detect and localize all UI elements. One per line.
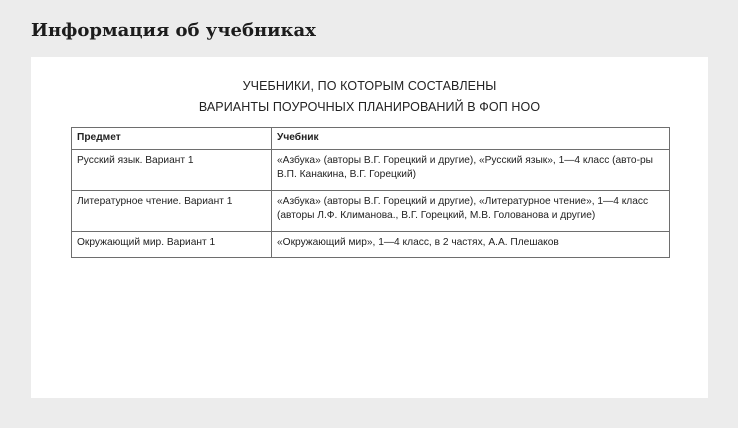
table-row xyxy=(72,150,670,191)
table-row xyxy=(72,191,670,232)
page-title: Информация об учебниках xyxy=(31,20,316,41)
table-header-row xyxy=(72,128,670,150)
textbook-cell: «Окружающий мир», 1—4 класс, в 2 частях, А.А. Плешаков xyxy=(272,232,670,258)
textbook-cell: «Азбука» (авторы В.Г. Горецкий и другие), «Литературное чтение», 1—4 класс (авторы Л.Ф. Климанова., В.Г. Горецкий, М.В. Голованова и другие) xyxy=(272,191,670,232)
column-header-subject: Предмет xyxy=(72,128,272,150)
subject-cell: Окружающий мир. Вариант 1 xyxy=(72,232,272,258)
document-heading-line-2: ВАРИАНТЫ ПОУРОЧНЫХ ПЛАНИРОВАНИЙ В ФОП НОО xyxy=(198,100,541,114)
textbook-cell: «Азбука» (авторы В.Г. Горецкий и другие), «Русский язык», 1—4 класс (авто-ры В.П. Канакина, В.Г. Горецкий) xyxy=(272,150,670,191)
document-card xyxy=(31,57,708,398)
document-heading-line-1: УЧЕБНИКИ, ПО КОТОРЫМ СОСТАВЛЕНЫ xyxy=(242,79,497,93)
subject-cell: Литературное чтение. Вариант 1 xyxy=(72,191,272,232)
table-row xyxy=(72,232,670,258)
textbooks-table xyxy=(71,127,670,258)
document-heading xyxy=(31,76,708,118)
column-header-textbook: Учебник xyxy=(272,128,670,150)
subject-cell: Русский язык. Вариант 1 xyxy=(72,150,272,191)
